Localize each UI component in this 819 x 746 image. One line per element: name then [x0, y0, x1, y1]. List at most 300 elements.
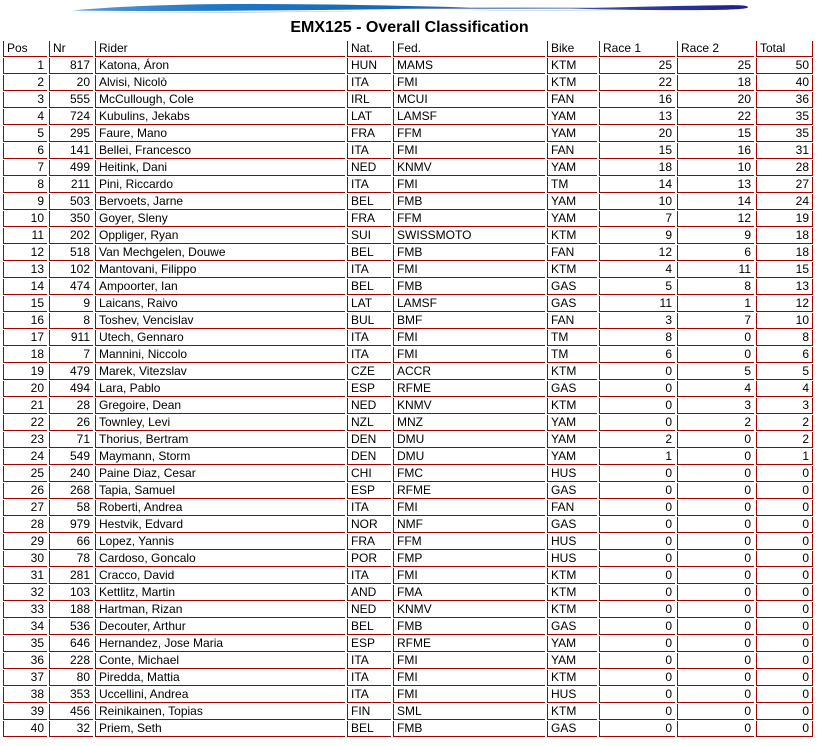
cell-fed: RFME	[393, 381, 545, 397]
table-row	[3, 92, 813, 108]
column-header-total: Total	[756, 41, 813, 57]
table-row	[3, 347, 813, 363]
cell-race1: 0	[599, 500, 675, 516]
cell-nat: ITA	[347, 500, 391, 516]
cell-nat: FRA	[347, 126, 391, 142]
cell-fed: FMP	[393, 551, 545, 567]
cell-pos: 9	[3, 194, 47, 210]
cell-race2: 6	[677, 245, 754, 261]
cell-bike: YAM	[547, 126, 597, 142]
cell-total: 28	[756, 160, 813, 176]
cell-total: 1	[756, 449, 813, 465]
cell-nr: 71	[49, 432, 93, 448]
cell-nat: ITA	[347, 670, 391, 686]
cell-total: 19	[756, 211, 813, 227]
cell-total: 35	[756, 126, 813, 142]
cell-fed: MNZ	[393, 415, 545, 431]
cell-race2: 0	[677, 653, 754, 669]
cell-pos: 1	[3, 58, 47, 74]
cell-bike: KTM	[547, 398, 597, 414]
cell-pos: 5	[3, 126, 47, 142]
cell-race1: 7	[599, 211, 675, 227]
cell-rider: McCullough, Cole	[95, 92, 345, 108]
column-header-nr: Nr	[49, 41, 93, 57]
cell-nat: NZL	[347, 415, 391, 431]
cell-race2: 0	[677, 670, 754, 686]
cell-nat: ESP	[347, 381, 391, 397]
cell-fed: FMI	[393, 143, 545, 159]
cell-bike: KTM	[547, 704, 597, 720]
cell-race2: 7	[677, 313, 754, 329]
table-row	[3, 313, 813, 329]
cell-nr: 28	[49, 398, 93, 414]
cell-pos: 30	[3, 551, 47, 567]
cell-nr: 499	[49, 160, 93, 176]
cell-rider: Piredda, Mattia	[95, 670, 345, 686]
cell-bike: KTM	[547, 568, 597, 584]
cell-race2: 1	[677, 296, 754, 312]
cell-nat: DEN	[347, 449, 391, 465]
cell-nat: HUN	[347, 58, 391, 74]
cell-race1: 9	[599, 228, 675, 244]
cell-fed: FMI	[393, 670, 545, 686]
cell-fed: MAMS	[393, 58, 545, 74]
cell-fed: FMB	[393, 245, 545, 261]
cell-nr: 80	[49, 670, 93, 686]
table-row	[3, 568, 813, 584]
cell-total: 10	[756, 313, 813, 329]
cell-fed: FMB	[393, 194, 545, 210]
cell-bike: KTM	[547, 228, 597, 244]
cell-total: 2	[756, 415, 813, 431]
cell-rider: Marek, Vitezslav	[95, 364, 345, 380]
cell-rider: Cracco, David	[95, 568, 345, 584]
cell-bike: GAS	[547, 296, 597, 312]
cell-nat: ITA	[347, 75, 391, 91]
cell-fed: FMI	[393, 177, 545, 193]
cell-race1: 6	[599, 347, 675, 363]
cell-race1: 0	[599, 364, 675, 380]
cell-nr: 353	[49, 687, 93, 703]
cell-nr: 58	[49, 500, 93, 516]
cell-fed: DMU	[393, 432, 545, 448]
cell-pos: 13	[3, 262, 47, 278]
cell-fed: LAMSF	[393, 296, 545, 312]
cell-race2: 4	[677, 381, 754, 397]
cell-total: 31	[756, 143, 813, 159]
cell-total: 18	[756, 245, 813, 261]
cell-nr: 268	[49, 483, 93, 499]
cell-rider: Heitink, Dani	[95, 160, 345, 176]
cell-nr: 646	[49, 636, 93, 652]
cell-nat: ITA	[347, 177, 391, 193]
cell-race1: 0	[599, 636, 675, 652]
cell-nr: 979	[49, 517, 93, 533]
cell-race1: 0	[599, 568, 675, 584]
cell-pos: 14	[3, 279, 47, 295]
cell-race1: 13	[599, 109, 675, 125]
table-row	[3, 279, 813, 295]
cell-pos: 2	[3, 75, 47, 91]
cell-nr: 479	[49, 364, 93, 380]
cell-pos: 23	[3, 432, 47, 448]
cell-fed: FMI	[393, 500, 545, 516]
cell-bike: FAN	[547, 500, 597, 516]
cell-race2: 0	[677, 636, 754, 652]
cell-race1: 0	[599, 687, 675, 703]
cell-pos: 17	[3, 330, 47, 346]
cell-nat: BUL	[347, 313, 391, 329]
cell-pos: 36	[3, 653, 47, 669]
cell-pos: 15	[3, 296, 47, 312]
cell-pos: 10	[3, 211, 47, 227]
cell-nat: ITA	[347, 262, 391, 278]
cell-fed: RFME	[393, 483, 545, 499]
cell-pos: 24	[3, 449, 47, 465]
cell-total: 0	[756, 551, 813, 567]
cell-pos: 27	[3, 500, 47, 516]
cell-nat: LAT	[347, 296, 391, 312]
cell-pos: 19	[3, 364, 47, 380]
cell-total: 35	[756, 109, 813, 125]
cell-nr: 78	[49, 551, 93, 567]
cell-race1: 3	[599, 313, 675, 329]
table-body	[3, 58, 813, 737]
cell-race2: 3	[677, 398, 754, 414]
cell-nat: NED	[347, 602, 391, 618]
cell-rider: Conte, Michael	[95, 653, 345, 669]
cell-race2: 0	[677, 534, 754, 550]
cell-pos: 20	[3, 381, 47, 397]
cell-nr: 350	[49, 211, 93, 227]
table-row	[3, 551, 813, 567]
cell-nat: BEL	[347, 245, 391, 261]
column-header-race1: Race 1	[599, 41, 675, 57]
cell-nr: 32	[49, 721, 93, 737]
cell-nat: LAT	[347, 109, 391, 125]
cell-fed: ACCR	[393, 364, 545, 380]
column-header-race2: Race 2	[677, 41, 754, 57]
cell-rider: Tapia, Samuel	[95, 483, 345, 499]
cell-race2: 10	[677, 160, 754, 176]
cell-total: 4	[756, 381, 813, 397]
table-row	[3, 585, 813, 601]
cell-race2: 0	[677, 602, 754, 618]
cell-pos: 25	[3, 466, 47, 482]
cell-race1: 0	[599, 653, 675, 669]
cell-race1: 5	[599, 279, 675, 295]
cell-nr: 536	[49, 619, 93, 635]
cell-nat: IRL	[347, 92, 391, 108]
cell-fed: SML	[393, 704, 545, 720]
cell-rider: Oppliger, Ryan	[95, 228, 345, 244]
cell-race1: 0	[599, 721, 675, 737]
cell-total: 0	[756, 721, 813, 737]
cell-race2: 9	[677, 228, 754, 244]
cell-nr: 281	[49, 568, 93, 584]
cell-total: 0	[756, 517, 813, 533]
cell-fed: FFM	[393, 534, 545, 550]
cell-rider: Bellei, Francesco	[95, 143, 345, 159]
cell-nat: BEL	[347, 279, 391, 295]
cell-rider: Pini, Riccardo	[95, 177, 345, 193]
page-title: EMX125 - Overall Classification	[290, 19, 529, 36]
cell-rider: Faure, Mano	[95, 126, 345, 142]
cell-rider: Goyer, Sleny	[95, 211, 345, 227]
cell-total: 0	[756, 687, 813, 703]
cell-bike: HUS	[547, 466, 597, 482]
cell-nr: 20	[49, 75, 93, 91]
cell-race1: 0	[599, 585, 675, 601]
cell-fed: FMB	[393, 619, 545, 635]
cell-fed: FMI	[393, 262, 545, 278]
cell-bike: TM	[547, 177, 597, 193]
cell-nat: BEL	[347, 721, 391, 737]
cell-race1: 0	[599, 551, 675, 567]
table-row	[3, 619, 813, 635]
column-header-bike: Bike	[547, 41, 597, 57]
cell-fed: FMB	[393, 279, 545, 295]
cell-nat: NOR	[347, 517, 391, 533]
cell-nr: 549	[49, 449, 93, 465]
cell-nat: DEN	[347, 432, 391, 448]
cell-rider: Kettlitz, Martin	[95, 585, 345, 601]
cell-fed: RFME	[393, 636, 545, 652]
cell-race1: 22	[599, 75, 675, 91]
cell-bike: YAM	[547, 211, 597, 227]
cell-fed: FMC	[393, 466, 545, 482]
cell-pos: 39	[3, 704, 47, 720]
cell-bike: YAM	[547, 636, 597, 652]
cell-fed: FMI	[393, 568, 545, 584]
cell-race1: 18	[599, 160, 675, 176]
cell-fed: FFM	[393, 126, 545, 142]
cell-bike: GAS	[547, 517, 597, 533]
cell-bike: HUS	[547, 687, 597, 703]
table-header	[3, 41, 813, 57]
cell-pos: 3	[3, 92, 47, 108]
cell-race2: 0	[677, 466, 754, 482]
cell-race1: 20	[599, 126, 675, 142]
cell-bike: FAN	[547, 92, 597, 108]
cell-bike: YAM	[547, 653, 597, 669]
cell-nr: 188	[49, 602, 93, 618]
cell-bike: FAN	[547, 143, 597, 159]
cell-nat: ITA	[347, 687, 391, 703]
table-row	[3, 262, 813, 278]
cell-rider: Lopez, Yannis	[95, 534, 345, 550]
cell-nat: ITA	[347, 568, 391, 584]
column-header-nat: Nat.	[347, 41, 391, 57]
cell-bike: GAS	[547, 483, 597, 499]
table-row	[3, 194, 813, 210]
table-row	[3, 704, 813, 720]
cell-total: 0	[756, 500, 813, 516]
cell-race2: 0	[677, 687, 754, 703]
cell-pos: 28	[3, 517, 47, 533]
cell-rider: Hartman, Rizan	[95, 602, 345, 618]
cell-race2: 14	[677, 194, 754, 210]
cell-race1: 2	[599, 432, 675, 448]
cell-bike: FAN	[547, 313, 597, 329]
cell-total: 3	[756, 398, 813, 414]
cell-nr: 66	[49, 534, 93, 550]
cell-nat: CHI	[347, 466, 391, 482]
cell-rider: Toshev, Vencislav	[95, 313, 345, 329]
cell-bike: YAM	[547, 415, 597, 431]
cell-race1: 8	[599, 330, 675, 346]
cell-fed: LAMSF	[393, 109, 545, 125]
cell-nr: 503	[49, 194, 93, 210]
cell-rider: Kubulins, Jekabs	[95, 109, 345, 125]
cell-rider: Lara, Pablo	[95, 381, 345, 397]
cell-nr: 555	[49, 92, 93, 108]
cell-nr: 911	[49, 330, 93, 346]
cell-fed: KNMV	[393, 602, 545, 618]
cell-race2: 0	[677, 347, 754, 363]
cell-nat: BEL	[347, 619, 391, 635]
cell-bike: GAS	[547, 381, 597, 397]
cell-nat: ITA	[347, 347, 391, 363]
cell-nr: 9	[49, 296, 93, 312]
column-header-fed: Fed.	[393, 41, 545, 57]
cell-total: 27	[756, 177, 813, 193]
cell-race2: 2	[677, 415, 754, 431]
table-row	[3, 109, 813, 125]
cell-nr: 103	[49, 585, 93, 601]
cell-race1: 15	[599, 143, 675, 159]
cell-total: 0	[756, 534, 813, 550]
cell-rider: Alvisi, Nicolò	[95, 75, 345, 91]
cell-nr: 474	[49, 279, 93, 295]
cell-nat: ITA	[347, 653, 391, 669]
cell-race1: 0	[599, 517, 675, 533]
cell-race1: 1	[599, 449, 675, 465]
cell-nat: SUI	[347, 228, 391, 244]
cell-pos: 26	[3, 483, 47, 499]
cell-pos: 40	[3, 721, 47, 737]
cell-rider: Mannini, Niccolo	[95, 347, 345, 363]
cell-race2: 22	[677, 109, 754, 125]
cell-pos: 7	[3, 160, 47, 176]
cell-fed: FMI	[393, 75, 545, 91]
cell-bike: YAM	[547, 109, 597, 125]
table-row	[3, 75, 813, 91]
cell-nat: ESP	[347, 483, 391, 499]
cell-total: 6	[756, 347, 813, 363]
cell-nr: 202	[49, 228, 93, 244]
cell-race1: 14	[599, 177, 675, 193]
cell-pos: 33	[3, 602, 47, 618]
cell-rider: Laicans, Raivo	[95, 296, 345, 312]
cell-pos: 4	[3, 109, 47, 125]
cell-race1: 25	[599, 58, 675, 74]
cell-nat: BEL	[347, 194, 391, 210]
cell-total: 0	[756, 568, 813, 584]
cell-nr: 494	[49, 381, 93, 397]
cell-race1: 4	[599, 262, 675, 278]
cell-pos: 12	[3, 245, 47, 261]
cell-race2: 0	[677, 585, 754, 601]
cell-nr: 456	[49, 704, 93, 720]
cell-rider: Decouter, Arthur	[95, 619, 345, 635]
cell-bike: TM	[547, 330, 597, 346]
cell-pos: 32	[3, 585, 47, 601]
table-row	[3, 160, 813, 176]
table-row	[3, 636, 813, 652]
cell-fed: SWISSMOTO	[393, 228, 545, 244]
table-row	[3, 687, 813, 703]
cell-pos: 8	[3, 177, 47, 193]
cell-total: 0	[756, 704, 813, 720]
cell-nr: 102	[49, 262, 93, 278]
cell-race2: 0	[677, 517, 754, 533]
cell-race1: 0	[599, 670, 675, 686]
cell-nat: FIN	[347, 704, 391, 720]
cell-total: 0	[756, 636, 813, 652]
cell-nat: FRA	[347, 534, 391, 550]
cell-rider: Hernandez, Jose Maria	[95, 636, 345, 652]
table-row	[3, 126, 813, 142]
cell-bike: YAM	[547, 432, 597, 448]
cell-pos: 18	[3, 347, 47, 363]
cell-race2: 8	[677, 279, 754, 295]
cell-nat: FRA	[347, 211, 391, 227]
cell-bike: YAM	[547, 194, 597, 210]
cell-race1: 10	[599, 194, 675, 210]
cell-fed: KNMV	[393, 398, 545, 414]
table-row	[3, 58, 813, 74]
cell-fed: FMA	[393, 585, 545, 601]
cell-race1: 0	[599, 704, 675, 720]
cell-rider: Priem, Seth	[95, 721, 345, 737]
cell-total: 0	[756, 602, 813, 618]
cell-nr: 8	[49, 313, 93, 329]
table-row	[3, 296, 813, 312]
cell-fed: DMU	[393, 449, 545, 465]
cell-pos: 38	[3, 687, 47, 703]
cell-nr: 141	[49, 143, 93, 159]
cell-race1: 16	[599, 92, 675, 108]
cell-race2: 0	[677, 568, 754, 584]
table-row	[3, 466, 813, 482]
cell-race2: 0	[677, 432, 754, 448]
table-row	[3, 398, 813, 414]
cell-pos: 34	[3, 619, 47, 635]
cell-nat: AND	[347, 585, 391, 601]
cell-rider: Roberti, Andrea	[95, 500, 345, 516]
cell-fed: BMF	[393, 313, 545, 329]
cell-total: 50	[756, 58, 813, 74]
cell-race2: 0	[677, 483, 754, 499]
cell-race2: 0	[677, 551, 754, 567]
table-row	[3, 415, 813, 431]
cell-total: 0	[756, 619, 813, 635]
cell-nr: 228	[49, 653, 93, 669]
cell-bike: GAS	[547, 721, 597, 737]
cell-fed: NMF	[393, 517, 545, 533]
cell-bike: GAS	[547, 279, 597, 295]
cell-nr: 211	[49, 177, 93, 193]
cell-rider: Uccellini, Andrea	[95, 687, 345, 703]
cell-race1: 0	[599, 466, 675, 482]
table-row	[3, 653, 813, 669]
cell-total: 2	[756, 432, 813, 448]
cell-fed: KNMV	[393, 160, 545, 176]
cell-race1: 0	[599, 602, 675, 618]
column-header-pos: Pos	[3, 41, 47, 57]
cell-fed: FMB	[393, 721, 545, 737]
